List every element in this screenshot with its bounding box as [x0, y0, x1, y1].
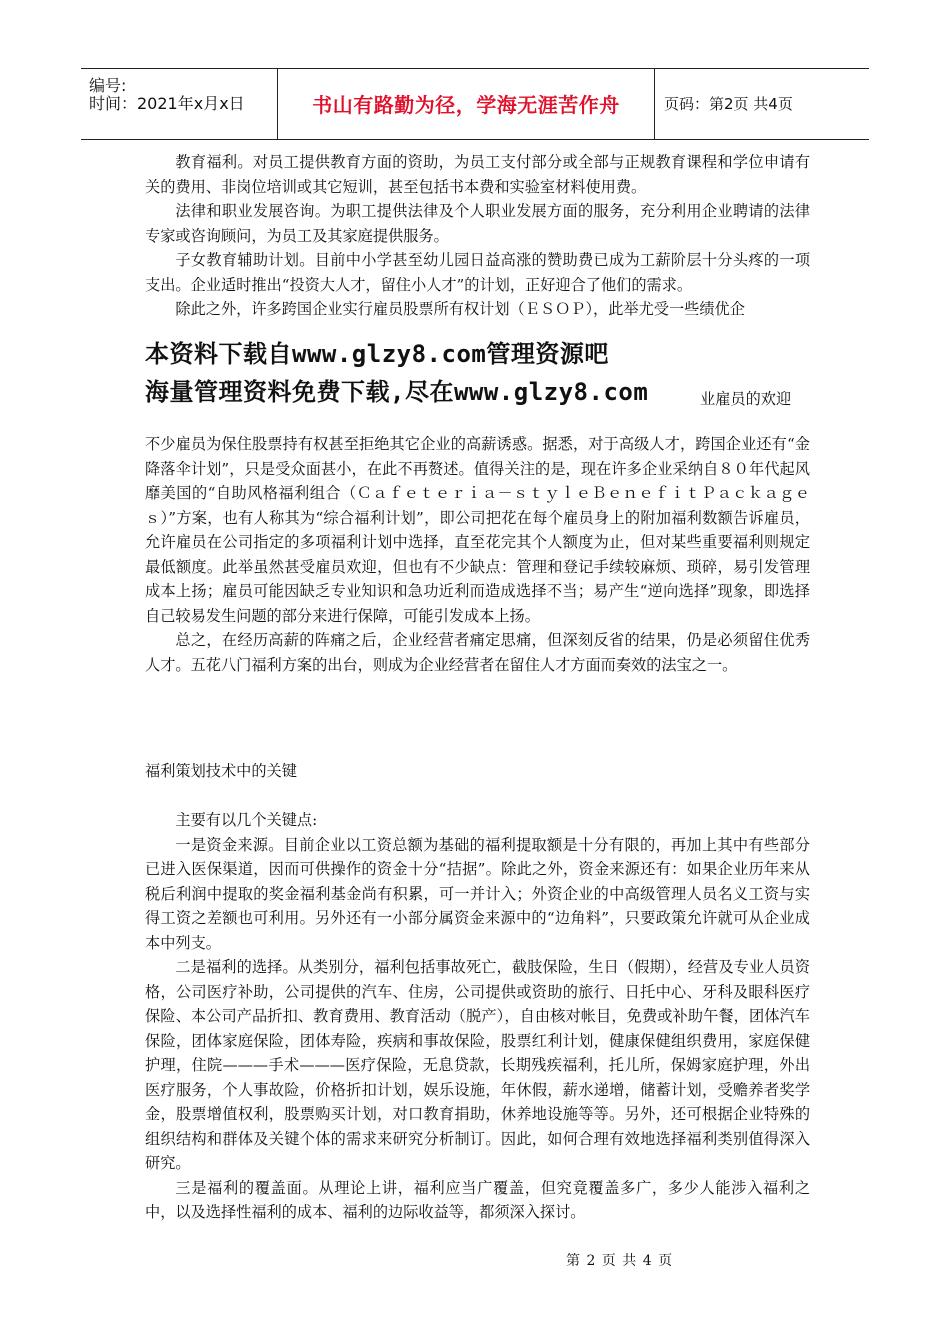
header-motto: 书山有路勤为径，学海无涯苦作舟 — [312, 93, 620, 117]
header-page-number: 页码：第2页 共4页 — [664, 95, 793, 113]
paragraph: 二是福利的选择。从类别分，福利包括事故死亡，截肢保险，生日（假期），经营及专业人员资格，公司医疗补助，公司提供的汽车、住房，公司提供或资助的旅行、日托中心、牙科及眼科医疗保险、本公司产品折扣、教育费用、教育活动（脱产），自由核对帐目，免费或补助午餐，团体汽车保险，团体家庭保险，团体寿险，疾病和事故保险，股票红利计划，健康保健组织费用，家庭保健护理，住院———手术———医疗保险，无息贷款，长期残疾福利，托儿所，保姆家庭护理，外出医疗服务，个人事故险，价格折扣计划，娱乐设施，年休假，薪水递增，储蓄计划，受赡养者奖学金，股票增值权利，股票购买计划，对口教育捐助，休养地设施等等。另外，还可根据企业特殊的组织结构和群体及关键个体的需求来研究分析制订。因此，如何合理有效地选择福利类别值得深入研究。 — [145, 958, 810, 1172]
paragraph: 子女教育辅助计划。目前中小学甚至幼儿园日益高涨的赞助费已成为工薪阶层十分头疼的一项支出。企业适时推出“投资大人才，留住小人才”的计划，正好迎合了他们的需求。 — [145, 251, 810, 294]
header-info-cell — [81, 69, 276, 139]
body-section-a — [145, 150, 810, 322]
download-promo-banner — [145, 335, 648, 411]
body-section-c — [145, 808, 810, 1225]
promo-line-2: 海量管理资料免费下载,尽在www.glzy8.com — [145, 378, 649, 406]
promo-line-1: 本资料下载自www.glzy8.com管理资源吧 — [145, 340, 609, 368]
paragraph: 一是资金来源。目前企业以工资总额为基础的福利提取额是十分有限的，再加上其中有些部分已进入医保渠道，因而可供操作的资金十分“拮据”。除此之外，资金来源还有：如果企业历年来从税后利润中提取的奖金福利基金尚有积累，可一并计入；外资企业的中高级管理人员名义工资与实得工资之差额也可利用。另外还有一小部分属资金来源中的“边角料”，只要政策允许就可从企业成本中列支。 — [145, 835, 810, 952]
document-time-label: 时间：2021年x月x日 — [89, 94, 245, 113]
header-motto-cell — [277, 69, 655, 139]
header-page-cell — [654, 69, 869, 139]
page-footer: 第 2 页 共 4 页 — [566, 1253, 674, 1269]
paragraph: 法律和职业发展咨询。为职工提供法律及个人职业发展方面的服务，充分利用企业聘请的法律专家或咨询顾问，为员工及其家庭提供服务。 — [145, 202, 810, 245]
paragraph: 三是福利的覆盖面。从理论上讲，福利应当广覆盖，但究竟覆盖多广，多少人能涉入福利之中，以及选择性福利的成本、福利的边际收益等，都须深入探讨。 — [145, 1178, 810, 1221]
body-section-b — [145, 432, 810, 677]
paragraph: 教育福利。对员工提供教育方面的资助，为员工支付部分或全部与正规教育课程和学位申请有关的费用、非岗位培训或其它短训，甚至包括书本费和实验室材料使用费。 — [145, 153, 810, 196]
paragraph: 除此之外，许多跨国企业实行雇员股票所有权计划（ＥＳＯＰ），此举尤受一些绩优企 — [175, 300, 745, 318]
page-header — [81, 68, 869, 140]
paragraph: 主要有以几个关键点: — [175, 811, 318, 829]
paragraph: 不少雇员为保住股票持有权甚至拒绝其它企业的高薪诱惑。据悉，对于高级人才，跨国企业还有“金降落伞计划”，只是受众面甚小，在此不再赘述。值得关注的是，现在许多企业采纳自８０年代起风靡美国的“自助风格福利组合（Ｃａｆｅｔｅｒｉａ－ｓｔｙｌｅＢｅｎｅｆｉｔＰａｃｋａｇｅｓ）”方案，也有人称其为“综合福利计划”，即公司把花在每个雇员身上的附加福利数额告诉雇员，允许雇员在公司指定的多项福利计划中选择，直至花完其个人额度为止，但对某些重要福利则规定最低额度。此举虽然甚受雇员欢迎，但也有不少缺点：管理和登记手续较麻烦、琐碎，易引发管理成本上扬；雇员可能因缺乏专业知识和急功近利而造成选择不当；易产生“逆向选择”现象，即选择自己较易发生问题的部分来进行保障，可能引发成本上扬。 — [145, 435, 810, 625]
document-number-label: 编号: — [89, 76, 127, 95]
section-heading: 福利策划技术中的关键 — [145, 762, 297, 780]
paragraph: 总之，在经历高薪的阵痛之后，企业经营者痛定思痛，但深刻反省的结果，仍是必须留住优秀人才。五花八门福利方案的出台，则成为企业经营者在留住人才方面而奏效的法宝之一。 — [145, 631, 810, 674]
promo-trailing-text: 业雇员的欢迎 — [700, 390, 792, 408]
